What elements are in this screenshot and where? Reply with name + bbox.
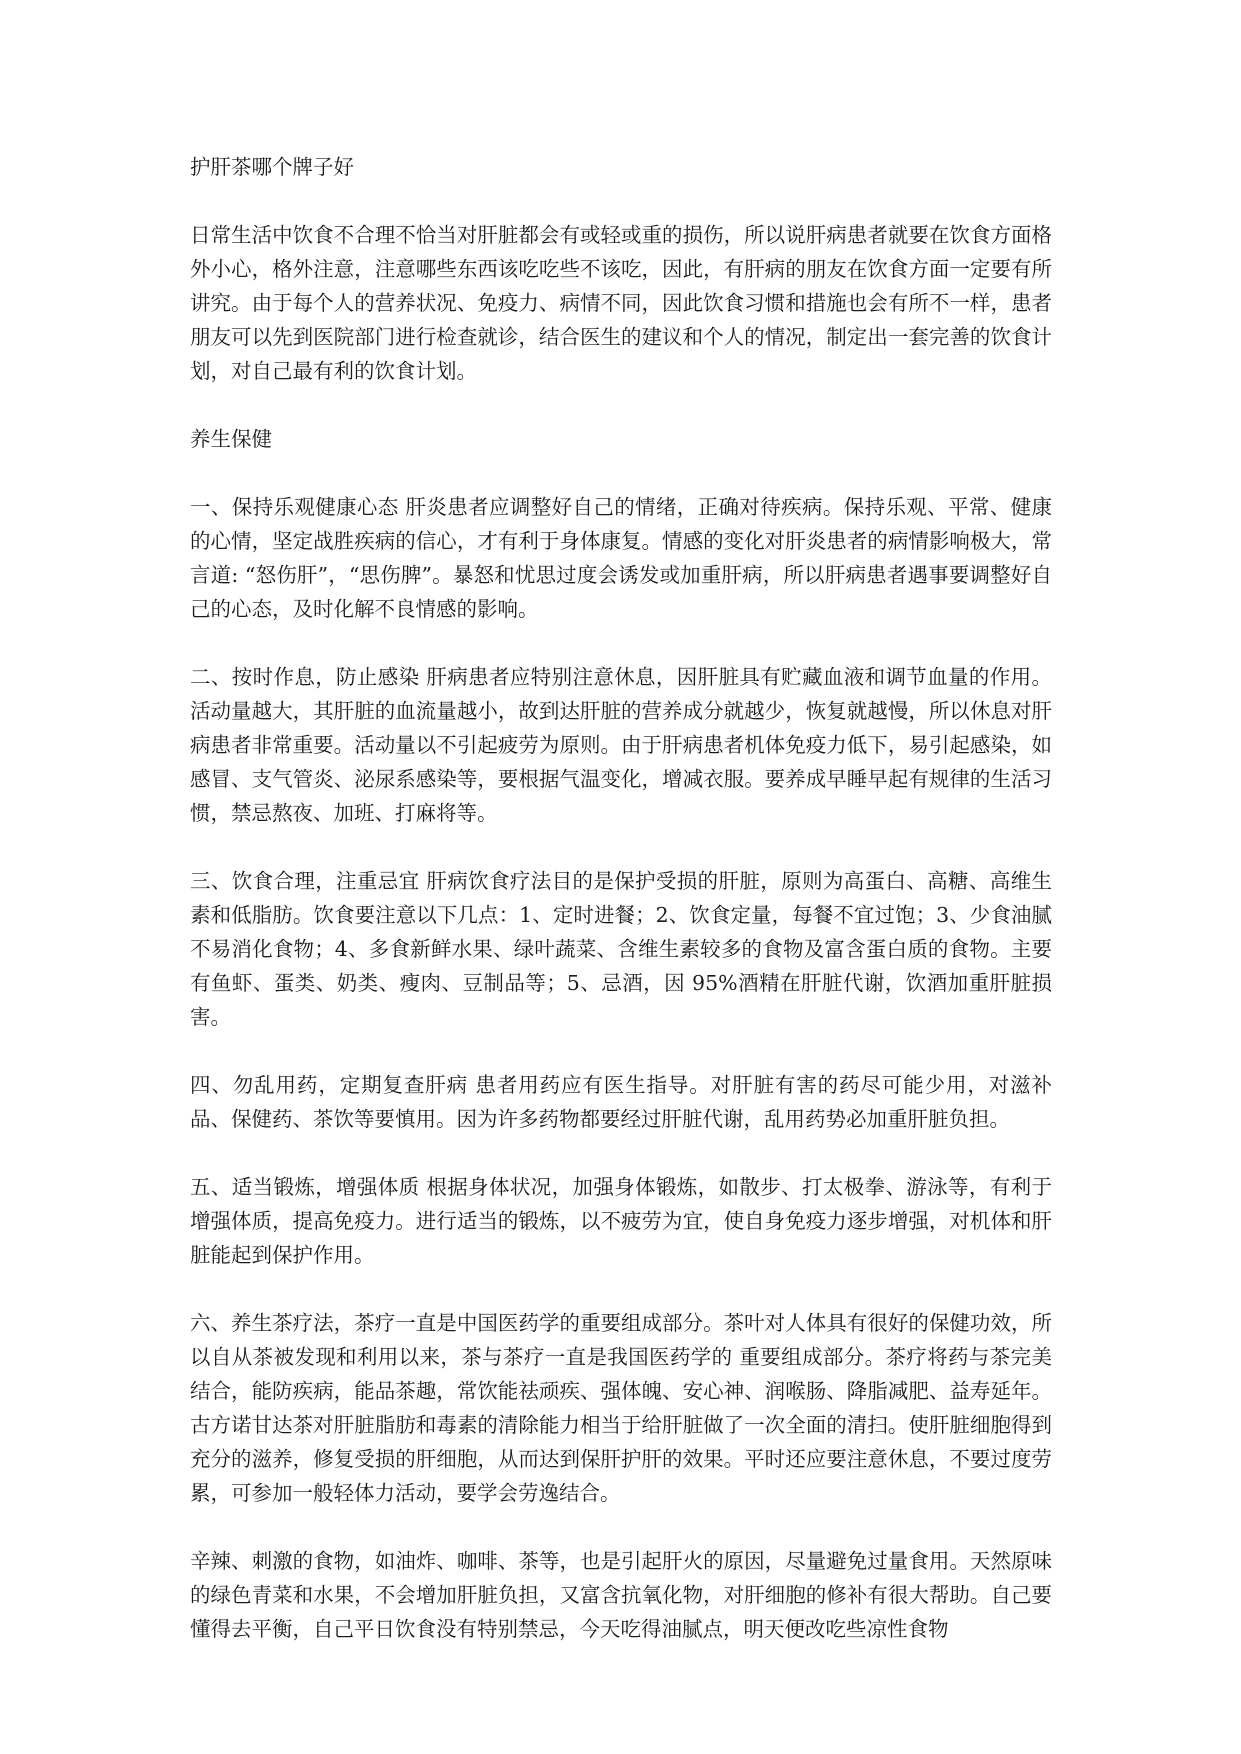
paragraph-exercise: 五、适当锻炼，增强体质 根据身体状况，加强身体锻炼，如散步、打太极拳、游泳等，有利于增强体质，提高免疫力。进行适当的锻炼，以不疲劳为宜，使自身免疫力逐步增强，对机体和肝脏能起到保护作用。 (190, 1175, 1052, 1267)
paragraph-spicy-food: 辛辣、刺激的食物，如油炸、咖啡、茶等，也是引起肝火的原因，尽量避免过量食用。天然原味的绿色青菜和水果，不会增加肝脏负担，又富含抗氧化物，对肝细胞的修补有很大帮助。自己要懂得去平衡，自己平日饮食没有特别禁忌，今天吃得油腻点，明天便改吃些凉性食物 (190, 1549, 1052, 1641)
paragraph-mood: 一、保持乐观健康心态 肝炎患者应调整好自己的情绪，正确对待疾病。保持乐观、平常、健康的心情，坚定战胜疾病的信心，才有利于身体康复。情感的变化对肝炎患者的病情影响极大，常言道: “怒伤肝”，“思伤脾”。暴怒和忧思过度会诱发或加重肝病，所以肝病患者遇事要调整好自己的心态，及时化解不良情感的影响。 (190, 495, 1052, 621)
document-page (190, 150, 1052, 1646)
paragraph-rest: 二、按时作息，防止感染 肝病患者应特别注意休息，因肝脏具有贮藏血液和调节血量的作用。活动量越大，其肝脏的血流量越小，故到达肝脏的营养成分就越少，恢复就越慢，所以休息对肝病患者非常重要。活动量以不引起疲劳为原则。由于肝病患者机体免疫力低下，易引起感染，如感冒、支气管炎、泌尿系感染等，要根据气温变化，增减衣服。要养成早睡早起有规律的生活习惯，禁忌熬夜、加班、打麻将等。 (190, 665, 1052, 825)
paragraph-diet: 三、饮食合理，注重忌宜 肝病饮食疗法目的是保护受损的肝脏，原则为高蛋白、高糖、高维生素和低脂肪。饮食要注意以下几点：1、定时进餐；2、饮食定量，每餐不宜过饱；3、少食油腻不易消化食物；4、多食新鲜水果、绿叶蔬菜、含维生素较多的食物及富含蛋白质的食物。主要有鱼虾、蛋类、奶类、瘦肉、豆制品等；5、忌酒，因 95%酒精在肝脏代谢，饮酒加重肝脏损害。 (190, 869, 1052, 1029)
paragraph-medication: 四、勿乱用药，定期复查肝病 患者用药应有医生指导。对肝脏有害的药尽可能少用，对滋补品、保健药、茶饮等要慎用。因为许多药物都要经过肝脏代谢，乱用药势必加重肝脏负担。 (190, 1073, 1052, 1131)
document-title: 护肝茶哪个牌子好 (190, 155, 354, 179)
section-heading: 养生保健 (190, 427, 272, 451)
intro-paragraph: 日常生活中饮食不合理不恰当对肝脏都会有或轻或重的损伤，所以说肝病患者就要在饮食方面格外小心，格外注意，注意哪些东西该吃吃些不该吃，因此，有肝病的朋友在饮食方面一定要有所讲究。由于每个人的营养状况、免疫力、病情不同，因此饮食习惯和措施也会有所不一样，患者朋友可以先到医院部门进行检查就诊，结合医生的建议和个人的情况，制定出一套完善的饮食计划，对自己最有利的饮食计划。 (190, 223, 1052, 383)
paragraph-tea-therapy: 六、养生茶疗法，茶疗一直是中国医药学的重要组成部分。茶叶对人体具有很好的保健功效，所以自从茶被发现和利用以来，茶与茶疗一直是我国医药学的 重要组成部分。茶疗将药与茶完美结合，能防疾病，能品茶趣，常饮能祛顽疾、强体魄、安心神、润喉肠、降脂减肥、益寿延年。古方诺甘达茶对肝脏脂肪和毒素的清除能力相当于给肝脏做了一次全面的清扫。使肝脏细胞得到充分的滋养，修复受损的肝细胞，从而达到保肝护肝的效果。平时还应要注意休息，不要过度劳累，可参加一般轻体力活动，要学会劳逸结合。 (190, 1311, 1052, 1505)
